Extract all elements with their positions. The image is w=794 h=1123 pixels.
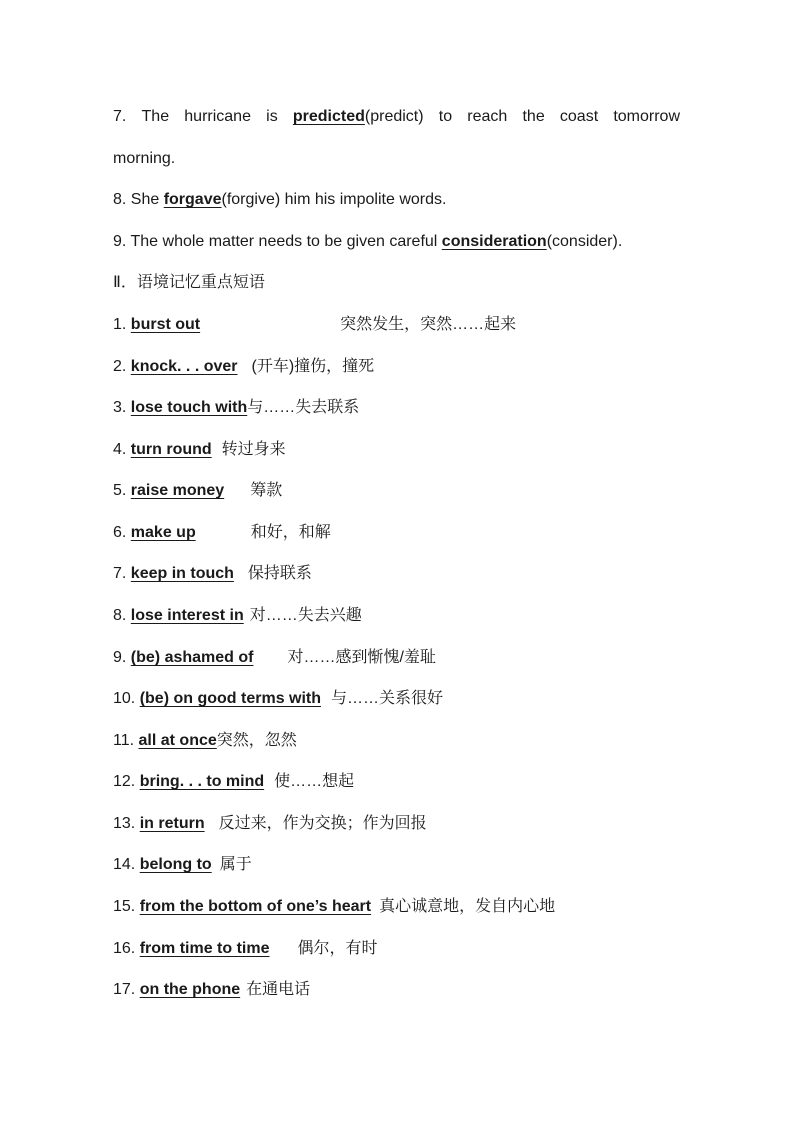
exercise-item-7	[113, 106, 680, 128]
word: The	[141, 108, 170, 125]
meaning: 对……失去兴趣	[249, 607, 362, 624]
word: the	[522, 108, 545, 125]
list-item	[113, 605, 362, 627]
item-number: 1.	[113, 316, 127, 333]
phrase: make up	[130, 524, 196, 541]
meaning: 在通电话	[246, 981, 311, 998]
meaning: 对……感到惭愧/羞耻	[287, 649, 436, 666]
phrase: from time to time	[139, 940, 270, 957]
meaning: 偶尔，有时	[297, 940, 378, 957]
word: hurricane	[184, 108, 251, 125]
phrase: from the bottom of one’s heart	[139, 898, 372, 915]
phrase: on the phone	[139, 981, 241, 998]
list-item	[113, 314, 516, 336]
item-number: 17.	[113, 981, 136, 998]
meaning: 突然，忽然	[216, 732, 297, 749]
item-number: 12.	[113, 773, 136, 790]
list-item	[113, 730, 297, 752]
phrase: burst out	[130, 316, 201, 333]
item-number: 16.	[113, 940, 136, 957]
word: coast	[559, 108, 599, 125]
item-number: 11.	[113, 732, 135, 749]
prefix: 9. The whole matter needs to be given careful	[113, 233, 442, 250]
phrase: lose interest in	[130, 607, 244, 624]
item-number: 5.	[113, 482, 127, 499]
phrase: bring. . . to mind	[139, 773, 265, 790]
meaning: 反过来，作为交换；作为回报	[218, 815, 427, 832]
phrase: turn round	[130, 441, 212, 458]
item-number: 2.	[113, 358, 127, 375]
list-item	[113, 813, 427, 835]
list-item	[113, 356, 374, 378]
meaning: (开车)撞伤，撞死	[251, 358, 375, 375]
exercise-item-8	[113, 189, 446, 211]
meaning: 使……想起	[274, 773, 355, 790]
phrase: (be) ashamed of	[130, 649, 254, 666]
list-item	[113, 771, 354, 793]
list-item	[113, 688, 443, 710]
word: to	[438, 108, 453, 125]
meaning: 与……失去联系	[247, 399, 360, 416]
meaning: 与……关系很好	[331, 690, 444, 707]
phrase: belong to	[139, 856, 212, 873]
list-item	[113, 480, 282, 502]
list-item	[113, 979, 310, 1001]
word: tomorrow	[613, 108, 680, 125]
phrase: (be) on good terms with	[139, 690, 322, 707]
answer: forgave	[163, 191, 222, 208]
item-number: 3.	[113, 399, 127, 416]
item-number: 13.	[113, 815, 136, 832]
list-item	[113, 647, 436, 669]
item-number: 6.	[113, 524, 127, 541]
answer-with-hint	[293, 106, 424, 128]
word: reach	[467, 108, 508, 125]
meaning: 保持联系	[247, 565, 312, 582]
meaning: 真心诚意地，发自内心地	[379, 898, 556, 915]
hint: (consider).	[546, 233, 623, 250]
exercise-item-7-continuation: morning.	[113, 150, 176, 167]
phrase: keep in touch	[130, 565, 234, 582]
phrase: lose touch with	[130, 399, 248, 416]
list-item	[113, 938, 378, 960]
list-item	[113, 854, 252, 876]
section-heading: Ⅱ．语境记忆重点短语	[113, 274, 265, 291]
item-number: 14.	[113, 856, 136, 873]
meaning: 和好，和解	[250, 524, 331, 541]
list-item	[113, 563, 312, 585]
word: 7.	[113, 108, 127, 125]
item-number: 7.	[113, 565, 127, 582]
phrase: in return	[139, 815, 205, 832]
phrase: knock. . . over	[130, 358, 238, 375]
item-number: 10.	[113, 690, 136, 707]
meaning: 筹款	[250, 482, 283, 499]
answer: predicted	[292, 108, 365, 125]
exercise-item-9	[113, 231, 622, 253]
meaning: 突然发生，突然……起来	[340, 316, 517, 333]
hint: (predict)	[364, 108, 424, 125]
meaning: 转过身来	[221, 441, 286, 458]
item-number: 8.	[113, 607, 127, 624]
list-item	[113, 397, 359, 419]
phrase: all at once	[138, 732, 217, 749]
phrase: raise money	[130, 482, 225, 499]
item-number: 15.	[113, 898, 136, 915]
word: is	[266, 108, 278, 125]
item-number: 4.	[113, 441, 127, 458]
prefix: 8. She	[113, 191, 164, 208]
item-number: 9.	[113, 649, 127, 666]
meaning: 属于	[219, 856, 252, 873]
list-item	[113, 439, 286, 461]
list-item	[113, 522, 331, 544]
hint: (forgive) him his impolite words.	[221, 191, 447, 208]
answer: consideration	[441, 233, 547, 250]
list-item	[113, 896, 555, 918]
